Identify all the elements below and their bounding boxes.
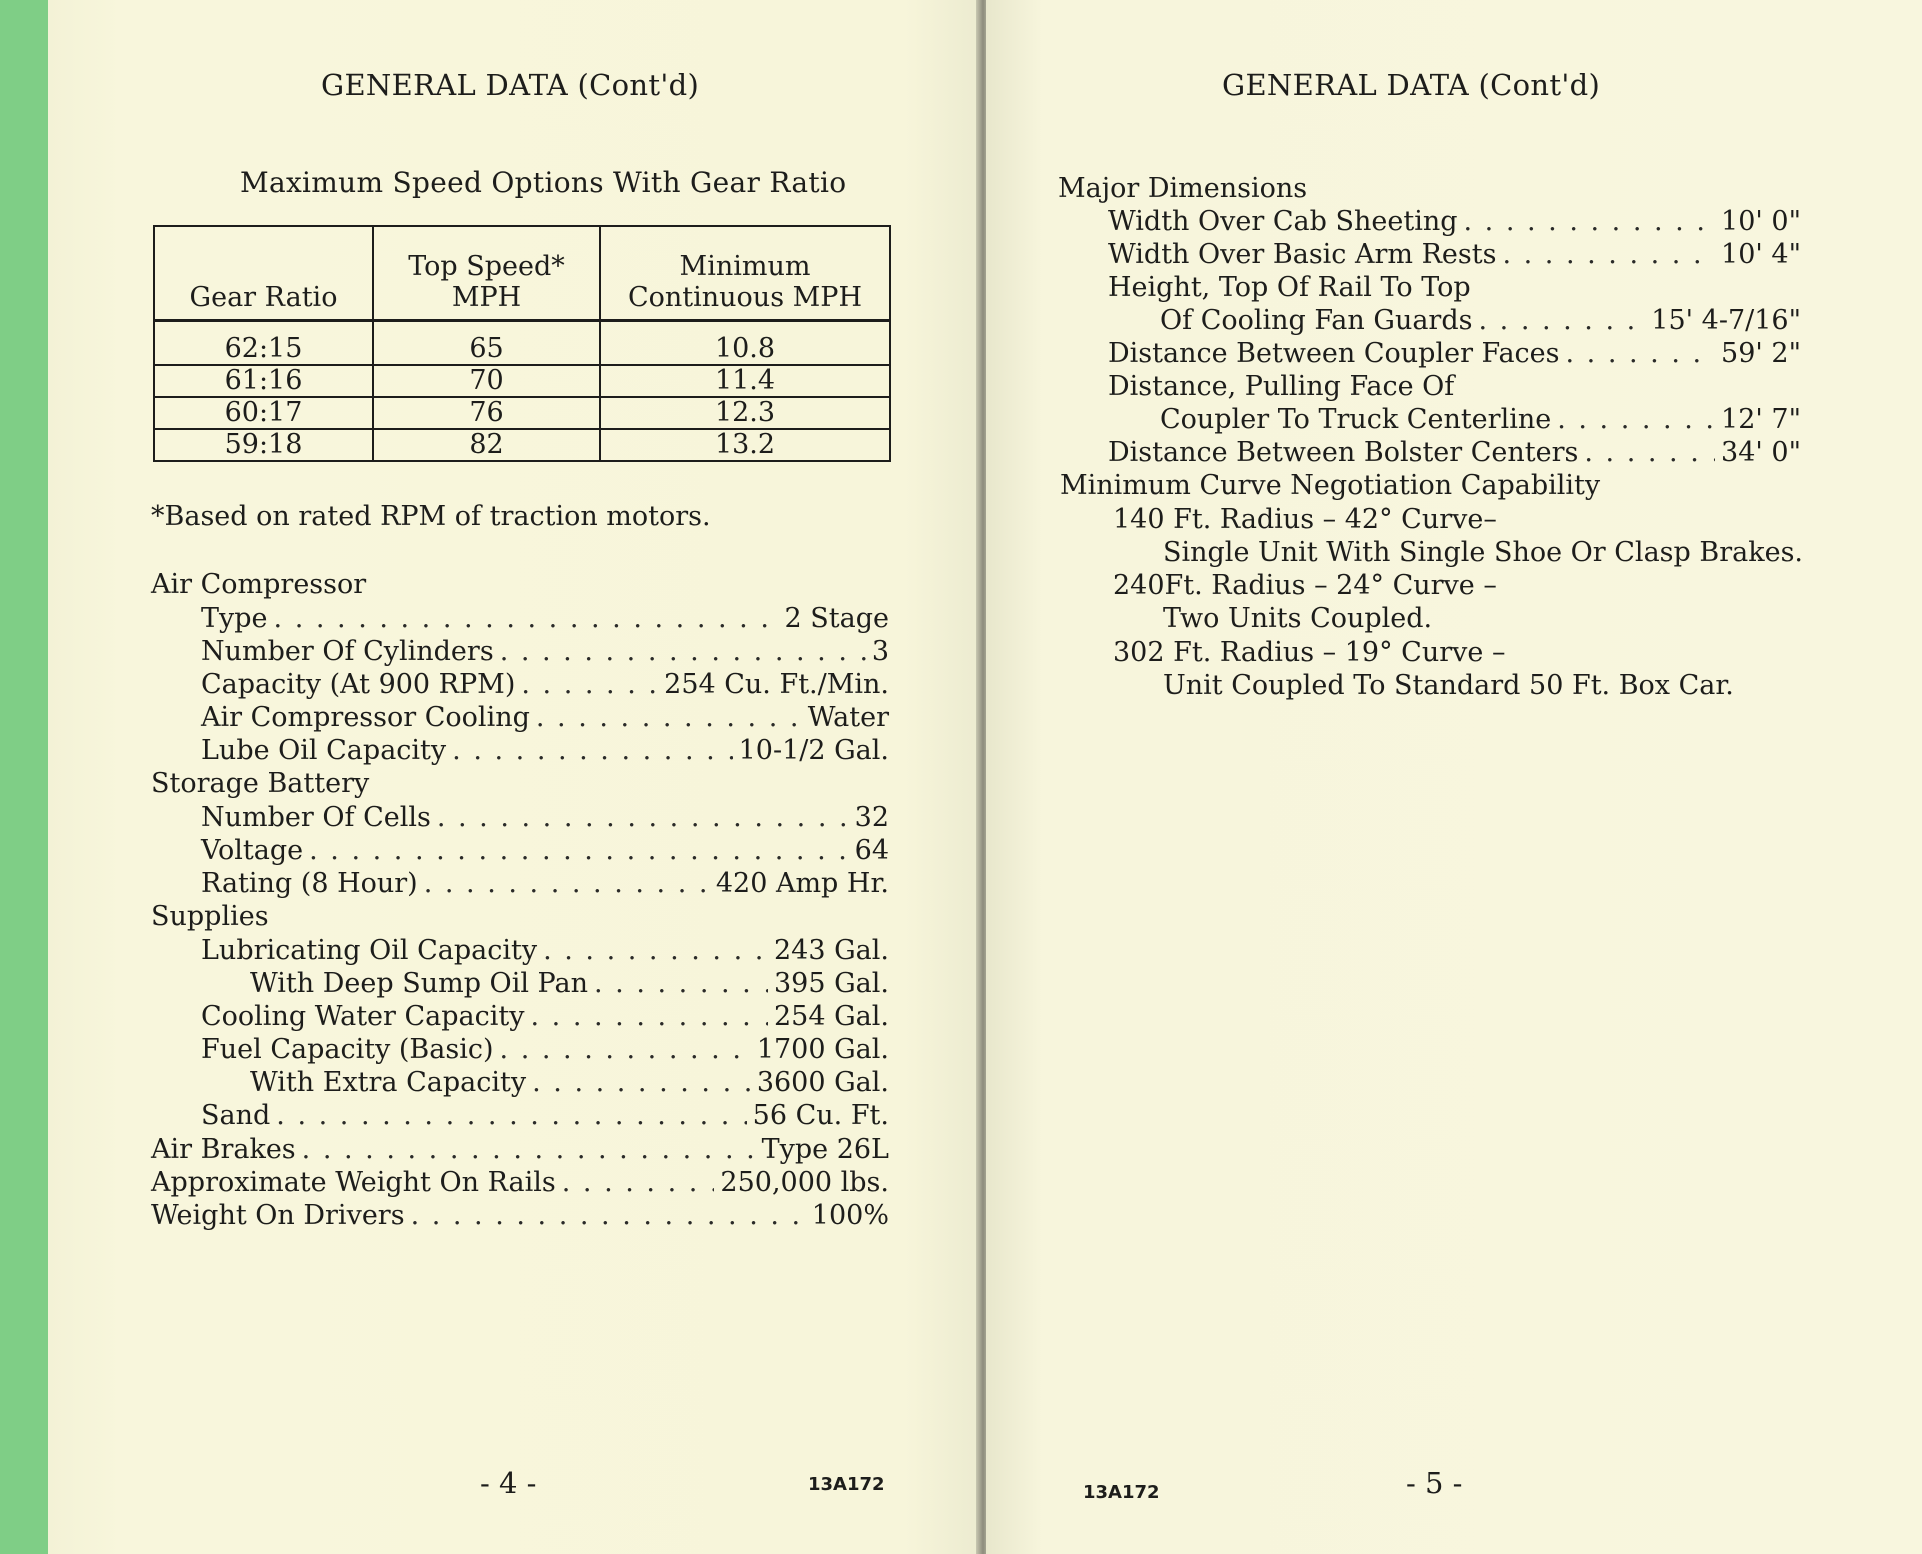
left-doc-code: 13A172 xyxy=(808,1474,885,1495)
table-row xyxy=(154,429,890,461)
table-row xyxy=(154,321,890,366)
cell-top-speed: 82 xyxy=(373,429,600,461)
cell-gear-ratio: 61:16 xyxy=(154,365,373,397)
table-row xyxy=(154,397,890,429)
spec-row-deep-sump: With Deep Sump Oil Pan . . . 395 Gal. xyxy=(250,967,889,1000)
spec-row-compressor-type: Type . . . 2 Stage xyxy=(201,602,889,635)
cell-gear-ratio: 60:17 xyxy=(154,397,373,429)
spec-row-height-fan-guards: Of Cooling Fan Guards . . . 15' 4-7/16" xyxy=(1160,304,1801,337)
cell-min-continuous: 11.4 xyxy=(600,365,890,397)
curve-item-1-line2: Single Unit With Single Shoe Or Clasp Brakes. xyxy=(1163,537,1804,568)
spec-row-lube-oil: Lube Oil Capacity . . . 10-1/2 Gal. xyxy=(201,734,889,767)
spec-row-sand: Sand . . . 56 Cu. Ft. xyxy=(201,1099,889,1132)
spec-row-truck-centerline: Coupler To Truck Centerline . . . 12' 7" xyxy=(1160,403,1801,436)
spec-row-cells: Number Of Cells . . . 32 xyxy=(201,801,889,834)
spec-row-coupler-faces: Distance Between Coupler Faces . . . 59' 2" xyxy=(1108,337,1801,370)
spec-row-weight-on-drivers: Weight On Drivers . . . 100% xyxy=(151,1199,889,1232)
cell-min-continuous: 10.8 xyxy=(600,321,890,366)
left-page-heading: GENERAL DATA (Cont'd) xyxy=(321,68,700,102)
cell-min-continuous: 13.2 xyxy=(600,429,890,461)
cell-top-speed: 65 xyxy=(373,321,600,366)
spec-row-lube-oil-capacity: Lubricating Oil Capacity . . . 243 Gal. xyxy=(201,934,889,967)
spec-row-fuel-basic: Fuel Capacity (Basic) . . . 1700 Gal. xyxy=(201,1033,889,1066)
spec-row-air-brakes: Air Brakes . . . Type 26L xyxy=(151,1133,889,1166)
spec-row-fuel-extra: With Extra Capacity . . . 3600 Gal. xyxy=(250,1066,889,1099)
col-header-gear-ratio: Gear Ratio xyxy=(154,226,373,321)
left-page-number: - 4 - xyxy=(480,1466,537,1500)
curve-item-2-line1: 240Ft. Radius – 24° Curve – xyxy=(1113,570,1497,601)
spec-row-cooling-water: Cooling Water Capacity . . . 254 Gal. xyxy=(201,1000,889,1033)
spec-row-compressor-cooling: Air Compressor Cooling . . . Water xyxy=(201,701,889,734)
right-page-heading: GENERAL DATA (Cont'd) xyxy=(1222,68,1601,102)
col-header-top-speed: Top Speed* MPH xyxy=(373,226,600,321)
section-title-major-dimensions: Major Dimensions xyxy=(1058,173,1308,204)
spec-height-line1: Height, Top Of Rail To Top xyxy=(1108,272,1471,303)
spec-row-cylinders: Number Of Cylinders . . . 3 xyxy=(201,635,889,668)
curve-item-2-line2: Two Units Coupled. xyxy=(1163,603,1433,634)
spec-row-bolster-centers: Distance Between Bolster Centers . . . 34' 0" xyxy=(1108,436,1801,469)
spec-row-voltage: Voltage . . . 64 xyxy=(201,834,889,867)
section-title-supplies: Supplies xyxy=(151,901,269,932)
curve-item-1-line1: 140 Ft. Radius – 42° Curve– xyxy=(1113,504,1497,535)
right-doc-code: 13A172 xyxy=(1083,1482,1160,1503)
gear-ratio-table xyxy=(153,225,891,462)
table-header-row xyxy=(154,226,890,321)
cell-gear-ratio: 62:15 xyxy=(154,321,373,366)
right-page-number: - 5 - xyxy=(1406,1466,1463,1500)
section-title-air-compressor: Air Compressor xyxy=(151,569,367,600)
spec-row-weight-on-rails: Approximate Weight On Rails . . . 250,000 lbs. xyxy=(151,1166,889,1199)
cell-gear-ratio: 59:18 xyxy=(154,429,373,461)
cell-top-speed: 76 xyxy=(373,397,600,429)
cell-top-speed: 70 xyxy=(373,365,600,397)
cell-min-continuous: 12.3 xyxy=(600,397,890,429)
section-title-curve-negotiation: Minimum Curve Negotiation Capability xyxy=(1060,470,1601,501)
table-footnote: *Based on rated RPM of traction motors. xyxy=(151,501,711,532)
spec-row-capacity: Capacity (At 900 RPM) . . . 254 Cu. Ft./Min. xyxy=(201,668,889,701)
spec-row-rating: Rating (8 Hour) . . . 420 Amp Hr. xyxy=(201,867,889,900)
curve-item-3-line2: Unit Coupled To Standard 50 Ft. Box Car. xyxy=(1163,670,1734,701)
table-caption: Maximum Speed Options With Gear Ratio xyxy=(240,166,847,199)
section-title-storage-battery: Storage Battery xyxy=(151,768,370,799)
col-header-min-continuous: Minimum Continuous MPH xyxy=(600,226,890,321)
table-row xyxy=(154,365,890,397)
spec-pulling-line1: Distance, Pulling Face Of xyxy=(1108,371,1455,402)
curve-item-3-line1: 302 Ft. Radius – 19° Curve – xyxy=(1113,637,1506,668)
spec-row-width-cab: Width Over Cab Sheeting . . . 10' 0" xyxy=(1108,205,1801,238)
spec-row-width-arm-rests: Width Over Basic Arm Rests . . . 10' 4" xyxy=(1108,238,1801,271)
